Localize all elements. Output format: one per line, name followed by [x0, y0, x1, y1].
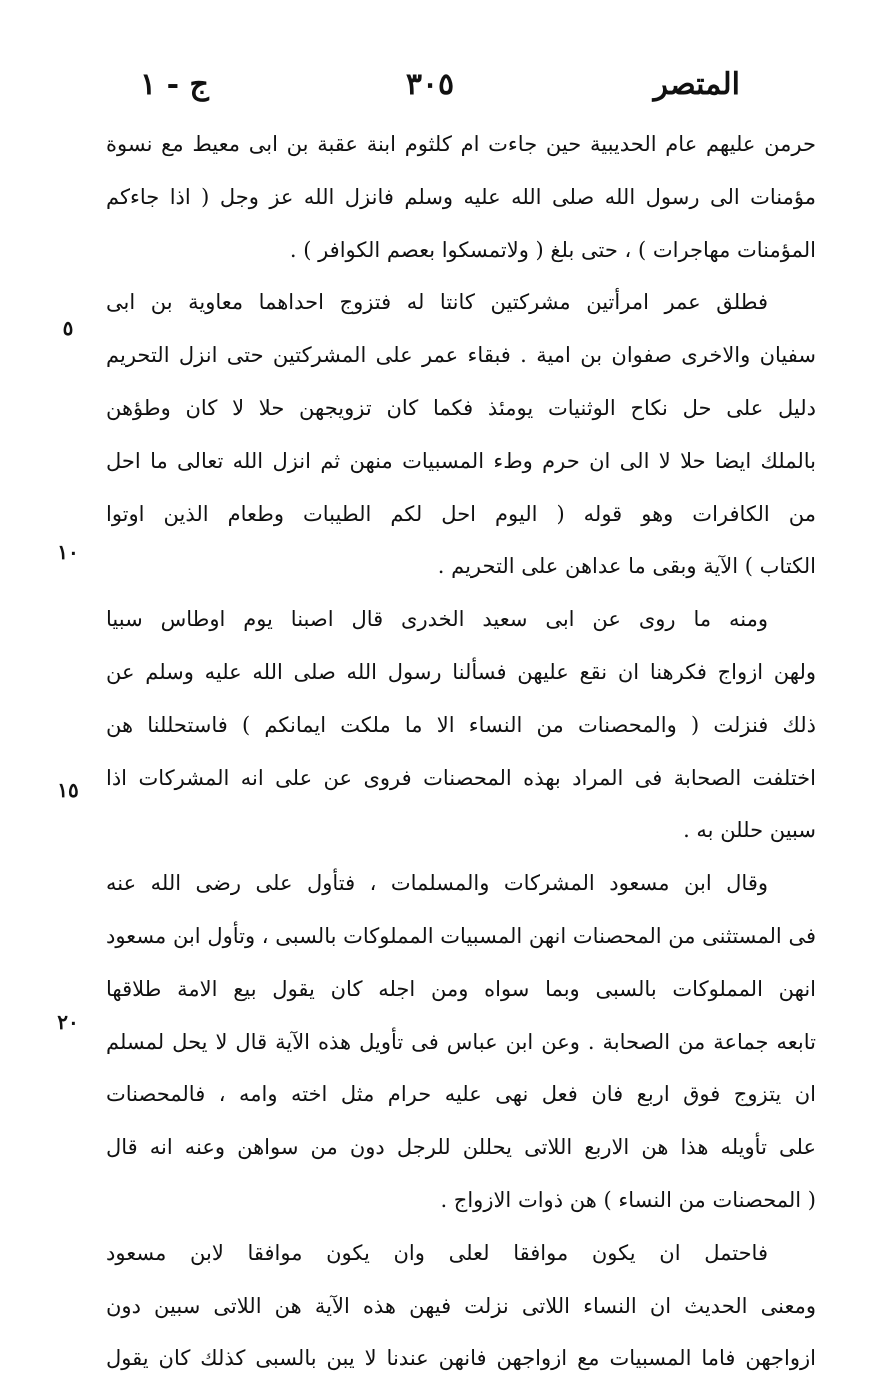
paragraph-1 [106, 118, 816, 276]
paragraph-5 [106, 1227, 816, 1385]
text-line: ومعنى الحديث ان النساء اللاتى نزلت فيهن هذه الآية هن اللاتى سبين دون [106, 1293, 816, 1318]
line-number-5: ٥ [62, 316, 74, 340]
paragraph-2 [106, 276, 816, 593]
text-line: مؤمنات الى رسول الله صلى الله عليه وسلم فانزل الله عز وجل ( اذا جاءكم [106, 184, 816, 209]
text-line: دليل على حل نكاح الوثنيات يومئذ فكما كان تزويجهن حلا لا كان وطؤهن [106, 395, 816, 420]
text-line: ومنه ما روى عن ابى سعيد الخدرى قال اصبنا يوم اوطاس سبيا [106, 607, 768, 632]
text-line: بالملك ايضا حلا لا الى ان حرم وطء المسبيات منهن ثم انزل الله تعالى ما احل [106, 448, 816, 473]
text-line: ذلك فنزلت ( والمحصنات من النساء الا ما ملكت ايمانكم ) فاستحللنا هن [106, 712, 816, 737]
text-line: اختلفت الصحابة فى المراد بهذه المحصنات فروى عن على انه المشركات اذا [106, 765, 816, 790]
text-line: فاحتمل ان يكون موافقا لعلى وان يكون موافقا لابن مسعود [106, 1240, 768, 1265]
text-line: سبين حللن به . [683, 818, 816, 843]
text-line: سفيان والاخرى صفوان بن امية . فبقاء عمر على المشركتين حتى انزل التحريم [106, 343, 816, 368]
text-line: من الكافرات وهو قوله ( اليوم احل لكم الطيبات وطعام الذين اوتوا [106, 501, 816, 526]
text-line: ان يتزوج فوق اربع فان فعل نهى عليه حرام مثل اخته وامه ، فالمحصنات [106, 1082, 816, 1107]
line-number-15: ١٥ [57, 778, 79, 802]
text-line: ازواجهن فاما المسبيات مع ازواجهن فانهن عندنا لا يبن بالسبى كذلك كان يقول [106, 1346, 816, 1371]
volume-label: ج - ١ [140, 67, 209, 102]
text-line: فى المستثنى من المحصنات انهن المسبيات المملوكات بالسبى ، وتأول ابن مسعود [106, 923, 816, 948]
text-line: على تأويله هذا هن الاربع اللاتى يحللن للرجل دون من سواهن وعنه انه قال [106, 1135, 816, 1160]
text-line: المؤمنات مهاجرات ) ، حتى بلغ ( ولاتمسكوا بعصم الكوافر ) . [289, 237, 816, 262]
running-title: المتصر [653, 67, 740, 102]
text-line: الكتاب ) الآية وبقى ما عداهن على التحريم . [437, 554, 816, 579]
text-line: وقال ابن مسعود المشركات والمسلمات ، فتأول على رضى الله عنه [106, 871, 768, 896]
line-number-20: ٢٠ [57, 1010, 79, 1034]
text-line: حرمن عليهم عام الحديبية حين جاءت ام كلثوم ابنة عقبة بن ابى معيط مع نسوة [106, 132, 816, 156]
paragraph-3 [106, 593, 816, 857]
main-text [106, 118, 816, 1385]
text-line: انهن المملوكات بالسبى وبما سواه ومن اجله كان يقول بيع الامة طلاقها [106, 976, 816, 1001]
text-line: تابعه جماعة من الصحابة . وعن ابن عباس فى تأويل هذه الآية قال لا يحل لمسلم [106, 1029, 816, 1054]
paragraph-4 [106, 857, 816, 1227]
text-line: ولهن ازواج فكرهنا ان نقع عليهن فسألنا رسول الله صلى الله عليه وسلم عن [106, 659, 816, 684]
line-number-margin [40, 0, 96, 1348]
text-line: فطلق عمر امرأتين مشركتين كانتا له فتزوج احداهما معاوية بن ابى [106, 290, 768, 315]
line-number-10: ١٠ [57, 540, 79, 564]
page-number: ٣٠٥ [405, 67, 455, 102]
page-header [120, 62, 740, 108]
text-line: ( المحصنات من النساء ) هن ذوات الازواج . [440, 1187, 816, 1212]
